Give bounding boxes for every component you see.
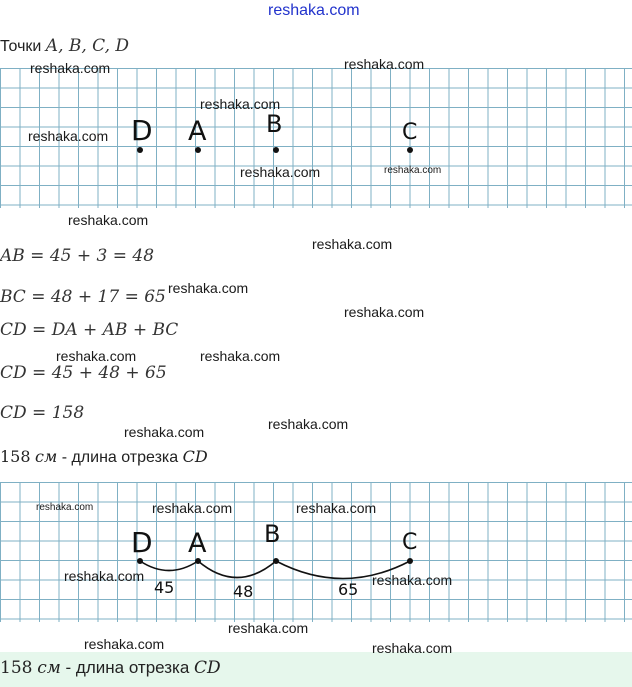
watermark: reshaka.com: [296, 500, 377, 516]
equation-2: BC = 48 + 17 = 65: [0, 287, 166, 307]
segment-label-48: 48: [233, 582, 254, 601]
point-b-dot: [273, 147, 279, 153]
answer-bar: [0, 652, 632, 687]
watermark: reshaka.com: [36, 502, 94, 513]
result-line: [0, 447, 208, 467]
result-value: 158: [0, 447, 31, 466]
watermark: reshaka.com: [384, 165, 442, 176]
top-label-c: C: [402, 120, 418, 145]
watermark: reshaka.com: [56, 348, 137, 364]
points-list: A, B, C, D: [45, 36, 130, 56]
watermark: reshaka.com: [68, 212, 149, 228]
points-label: Точки: [0, 38, 42, 55]
answer-value: 158: [0, 658, 33, 678]
result-text: - длина отрезка: [61, 449, 179, 466]
watermark: reshaka.com: [84, 636, 165, 652]
watermark: reshaka.com: [240, 164, 321, 180]
answer-line: [0, 658, 221, 678]
watermark: reshaka.com: [372, 640, 453, 656]
answer-text: - длина отрезка: [65, 658, 190, 677]
site-link[interactable]: reshaka.com: [268, 2, 360, 19]
equation-5: CD = 158: [0, 403, 85, 423]
watermark: reshaka.com: [64, 568, 145, 584]
watermark: reshaka.com: [344, 56, 425, 72]
watermark: reshaka.com: [124, 424, 205, 440]
watermark: reshaka.com: [372, 572, 453, 588]
equation-3: CD = DA + AB + BC: [0, 320, 179, 340]
segment-label-65: 65: [338, 580, 359, 599]
watermark: reshaka.com: [228, 620, 309, 636]
result-unit: см: [35, 447, 58, 466]
answer-segment: CD: [194, 658, 221, 678]
watermark: reshaka.com: [200, 96, 281, 112]
equation-1: AB = 45 + 3 = 48: [0, 246, 155, 266]
points-caption: [0, 36, 129, 56]
watermark: reshaka.com: [28, 128, 109, 144]
watermark: reshaka.com: [200, 348, 281, 364]
point-a-dot: [195, 147, 201, 153]
equation-4: CD = 45 + 48 + 65: [0, 363, 167, 383]
answer-unit: см: [37, 658, 61, 678]
watermark: reshaka.com: [344, 304, 425, 320]
result-segment: CD: [182, 447, 208, 466]
arc-ab: [198, 561, 276, 578]
watermark: reshaka.com: [268, 416, 349, 432]
bottom-label-d: D: [131, 526, 153, 559]
bottom-label-c: C: [402, 530, 418, 555]
watermark: reshaka.com: [30, 60, 111, 76]
bottom-label-b: B: [264, 520, 281, 548]
segment-label-45: 45: [154, 578, 175, 597]
top-label-b: B: [266, 110, 283, 138]
top-label-d: D: [131, 114, 153, 147]
point-c-dot: [407, 147, 413, 153]
watermark: reshaka.com: [312, 236, 393, 252]
arc-da: [140, 561, 198, 571]
top-label-a: A: [188, 116, 207, 147]
point-d-dot: [137, 147, 143, 153]
watermark: reshaka.com: [168, 280, 249, 296]
watermark: reshaka.com: [152, 500, 233, 516]
bottom-label-a: A: [188, 528, 207, 559]
